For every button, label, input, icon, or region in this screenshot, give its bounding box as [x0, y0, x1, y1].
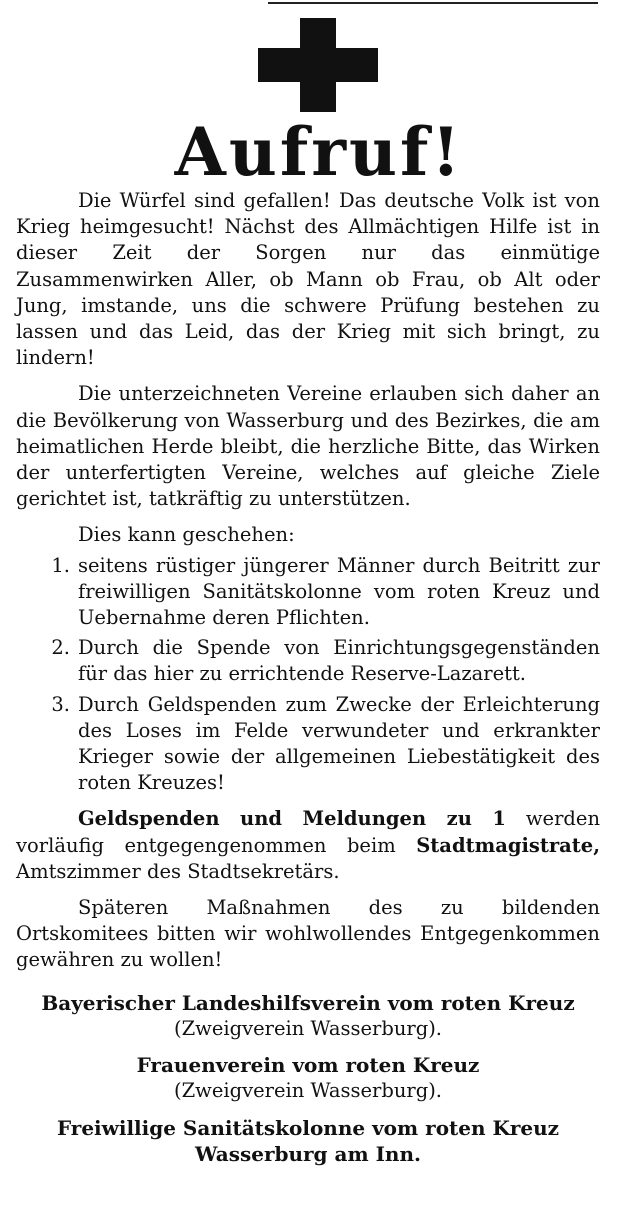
paragraph-donations [16, 806, 600, 885]
page-title: Aufruf! [174, 113, 464, 191]
donations-text: werden vorläufig entgegengenommen beim [16, 807, 600, 857]
list-item-number: 1. [51, 553, 70, 577]
signature-org-name: Bayerischer Landeshilfsverein vom roten Kreuz [41, 990, 575, 1015]
list-item-number: 2. [51, 636, 70, 660]
donations-office: Stadtmagistrate, [416, 833, 600, 857]
signature-org-name: Freiwillige Sanitätskolonne vom roten Kreuz [56, 1115, 560, 1140]
document-body [16, 188, 600, 1167]
list-item-text: seitens rüstiger jüngerer Männer durch Beitritt zur freiwilligen Sanitätskolonne vom roten Kreuz und Uebernahme deren Pflichten. [78, 553, 600, 630]
paragraph-request: Die unterzeichneten Vereine erlauben sich daher an die Bevölkerung von Wasserburg und des Bezirkes, die am heimatlichen Herde bleibt, die herzliche Bitte, das Wirken der unterfertigten Vereine, welches auf gleiche Ziele gerichtet ist, tatkräftig zu unterstützen. [16, 382, 600, 511]
list-item-text: Durch die Spende von Einrichtungsgegenständen für das hier zu errichtende Reserve-Lazarett. [78, 636, 600, 686]
list-item-text: Durch Geldspenden zum Zwecke der Erleichterung des Loses im Felde verwundeter und erkrankter Krieger sowie der allgemeinen Liebestätigkeit des roten Kreuzes! [78, 692, 600, 795]
list-intro: Dies kann geschehen: [78, 523, 295, 547]
donations-room: Amtszimmer des Stadtsekretärs. [16, 859, 340, 883]
red-cross-icon [258, 18, 378, 112]
list-item-number: 3. [51, 692, 70, 716]
top-rule [268, 2, 598, 4]
list-item [16, 692, 600, 797]
donations-lead: Geldspenden und Meldungen zu 1 [78, 807, 506, 831]
list-item [16, 635, 600, 687]
paragraph-intro: Die Würfel sind gefallen! Das deutsche Volk ist von Krieg heimgesucht! Nächst des Allmächtigen Hilfe ist in dieser Zeit der Sorgen nur das einmütige Zusammenwirken Aller, ob Mann ob Frau, ob Alt oder Jung, imstande, uns die schwere Prüfung bestehen zu lassen und das Leid, das der Krieg mit sich bringt, zu lindern! [16, 189, 600, 370]
paragraph-closing: Späteren Maßnahmen des zu bildenden Ortskomitees bitten wir wohlwollendes Entgegenkommen gewähren zu wollen! [16, 896, 600, 972]
signature-org-name: Frauenverein vom roten Kreuz [136, 1053, 480, 1078]
signature-org-branch: (Zweigverein Wasserburg). [173, 1079, 443, 1103]
signature-org-branch: (Zweigverein Wasserburg). [173, 1016, 443, 1040]
list-item [16, 553, 600, 632]
signature-org-location: Wasserburg am Inn. [195, 1141, 421, 1166]
